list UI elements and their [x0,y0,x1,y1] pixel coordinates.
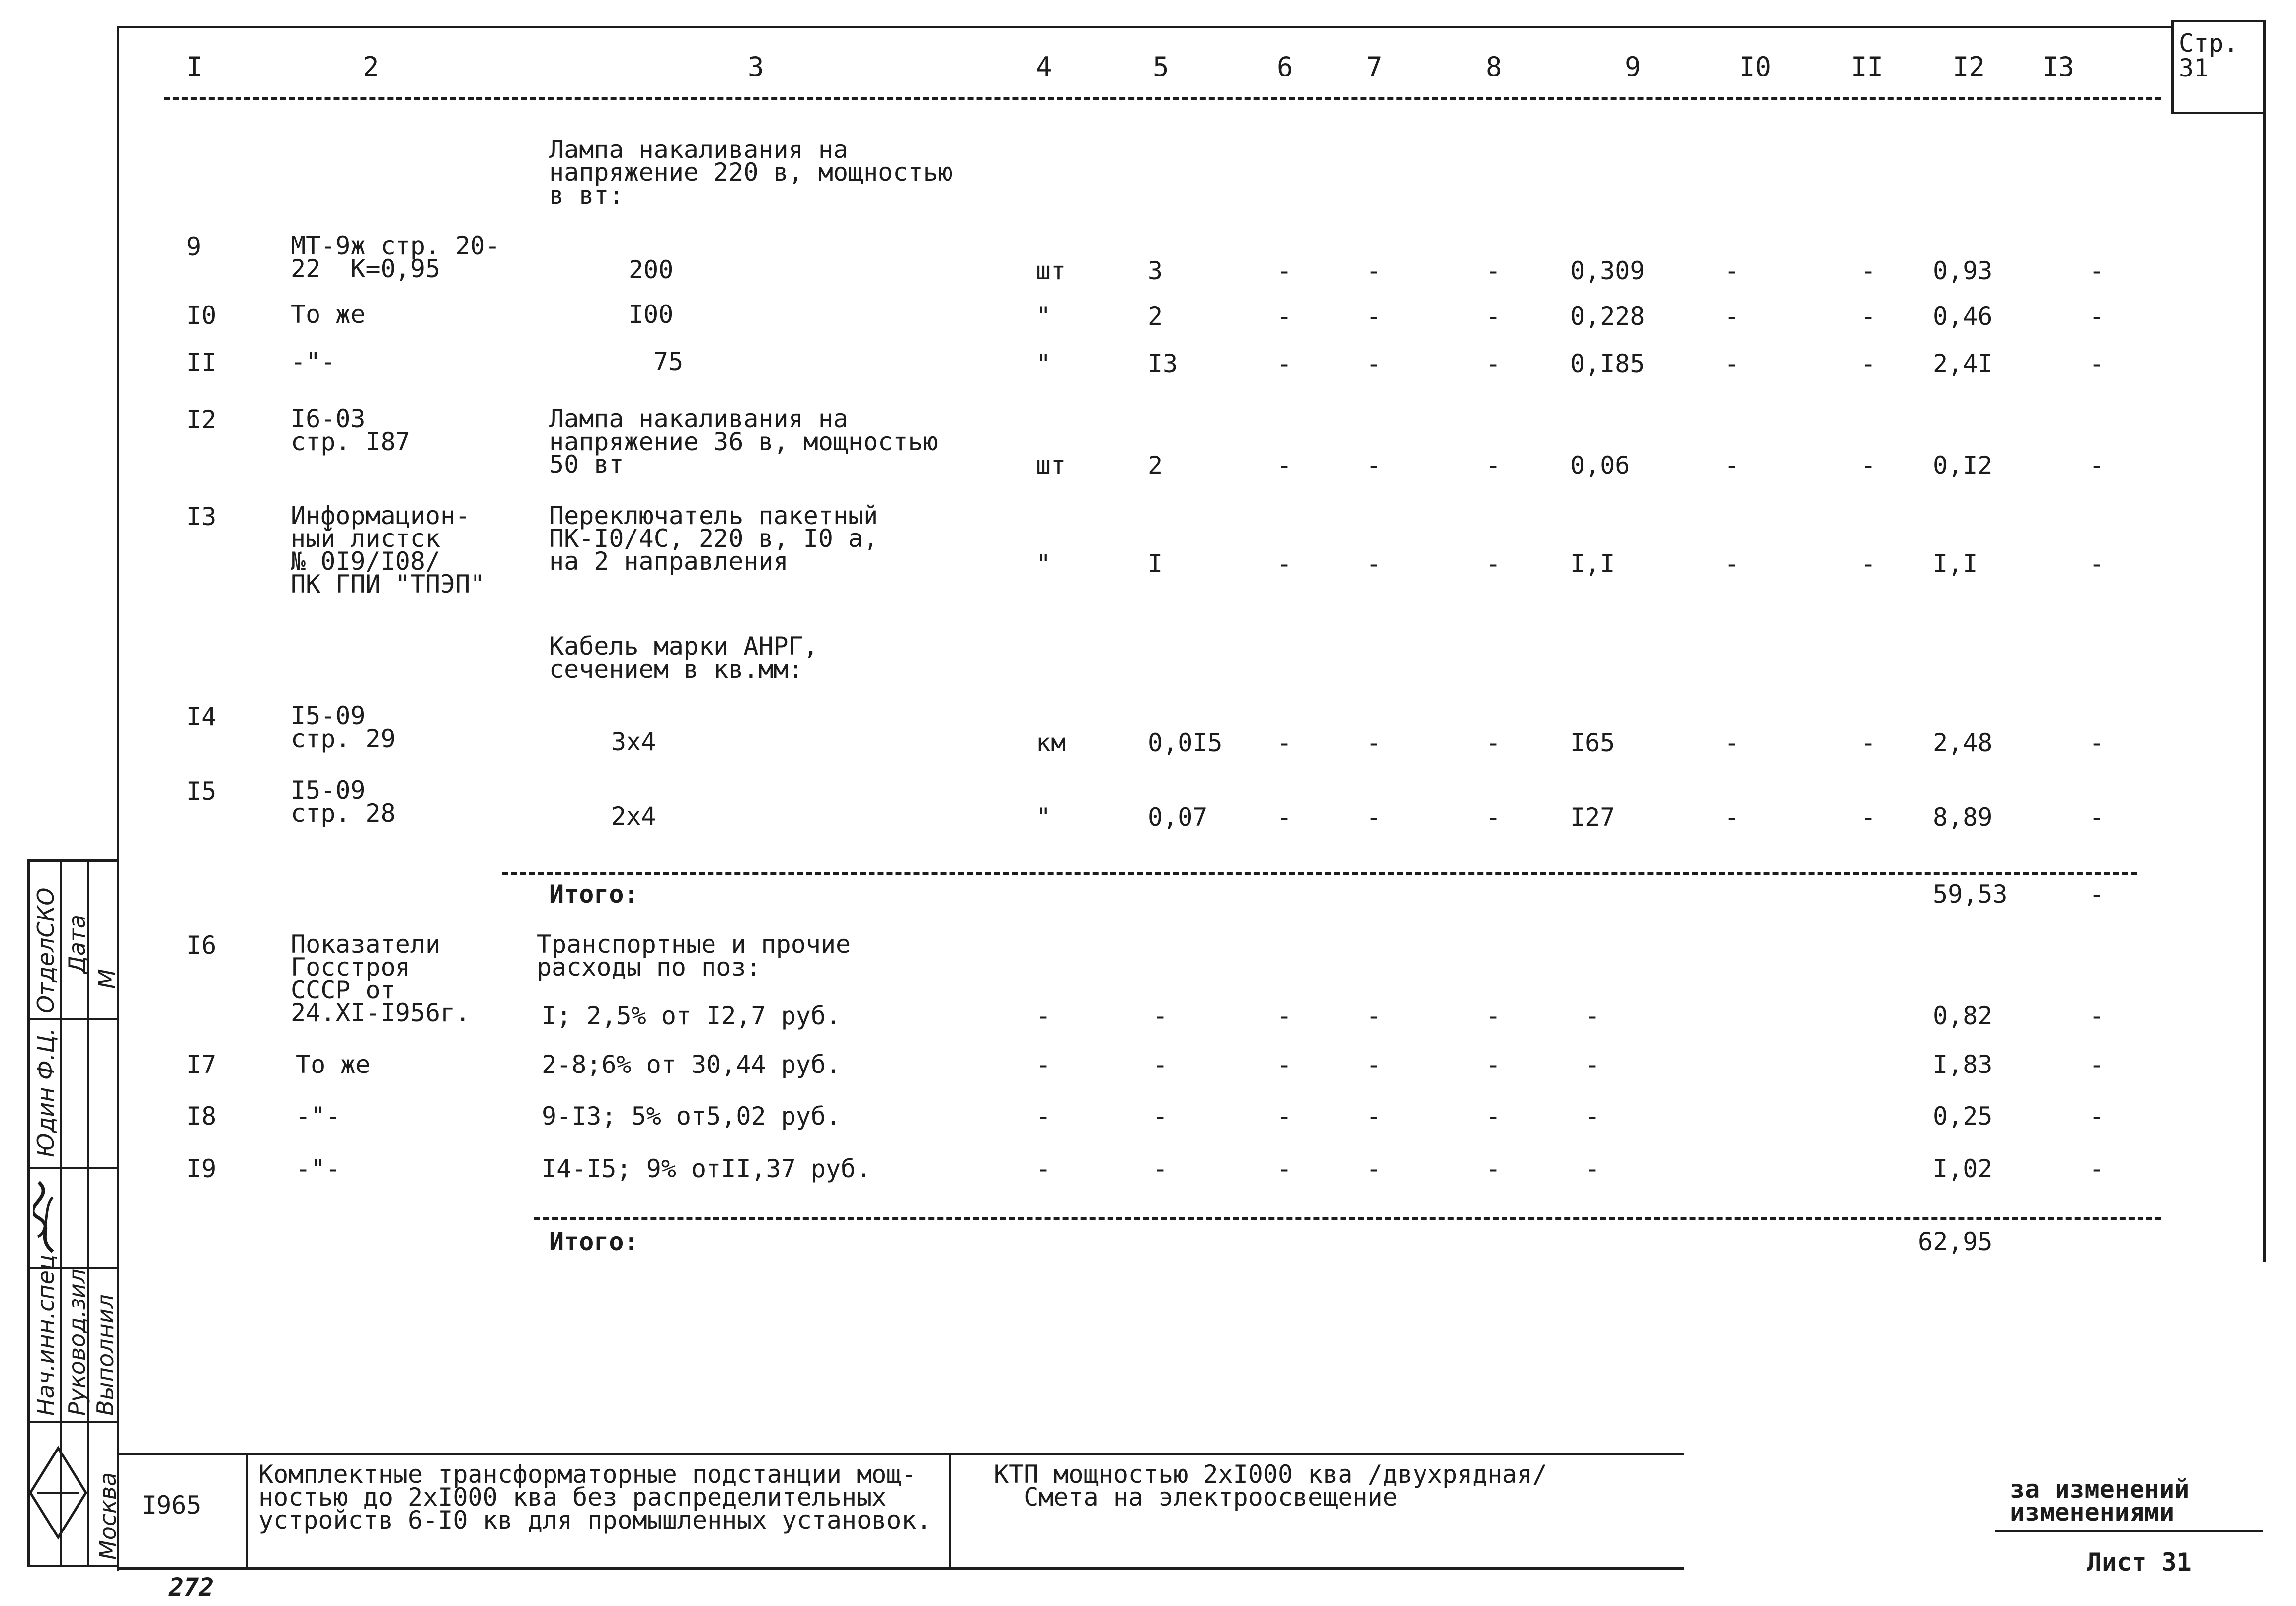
transport-row-source: -"- [296,1154,341,1183]
column-header-7: 7 [1366,51,1383,82]
title-year: I965 [142,1491,202,1520]
transport-dash-2: - [1153,1050,1168,1079]
row-col10: - [1724,302,1740,331]
title-sheet: Лист 31 [2087,1548,2192,1577]
row-number: I4 [186,702,217,731]
transport-dash-5: - [1486,1154,1501,1183]
transport-dash-2: - [1153,1102,1168,1131]
row-col10: - [1724,549,1740,578]
stamp-role-3: Выполнил [92,1294,119,1416]
subtotal2-total: 62,95 [1918,1227,1993,1256]
column-header-12: I2 [1953,51,1985,82]
row-number: 9 [186,232,202,261]
row-col10: - [1724,451,1740,480]
title-subject: КТП мощностью 2хI000 ква /двухрядная/ Смета на электроосвещение [994,1460,1547,1512]
section-cable: Кабель марки АНРГ, сечением в кв.мм: [549,632,818,684]
transport-row-col13: - [2089,1001,2105,1030]
transport-dash-2: - [1153,1001,1168,1030]
transport-row-number: I9 [186,1154,217,1183]
subtotal2-label: Итого: [549,1227,639,1256]
transport-row-source: То же [296,1050,371,1079]
row-col10: - [1724,256,1740,285]
column-header-5: 5 [1153,51,1169,82]
row-quantity: 2 [1148,451,1163,480]
row-number: I0 [186,301,217,330]
row-col6: - [1277,256,1292,285]
row-quantity: I3 [1148,349,1178,378]
transport-dash-6: - [1585,1001,1600,1030]
row-unit: шт [1036,451,1066,480]
row-unit: " [1036,349,1051,378]
transport-dash-4: - [1366,1050,1382,1079]
row-number: I3 [186,502,217,531]
row-quantity: 2 [1148,302,1163,331]
column-header-2: 2 [363,51,379,82]
transport-dash-5: - [1486,1050,1501,1079]
transport-dash-6: - [1585,1102,1600,1131]
row-col11: - [1861,803,1876,832]
row-source: То же [291,300,366,329]
row-col8: - [1486,549,1501,578]
transport-dash-6: - [1585,1154,1600,1183]
row-unit-price: 0,06 [1570,451,1630,480]
row-col7: - [1366,349,1382,378]
row-description: 200 [629,255,674,284]
row-source: I5-09 стр. 29 [291,701,396,753]
transport-row-col13: - [2089,1050,2105,1079]
row-col6: - [1277,302,1292,331]
row-unit-price: I65 [1570,728,1615,757]
transport-dash-4: - [1366,1102,1382,1131]
stamp-surname: Юдин Ф.Ц. [32,1028,59,1157]
transport-dash-1: - [1036,1050,1051,1079]
stamp-date-label: Дата [64,914,90,974]
row-col13: - [2089,549,2105,578]
transport-row-col13: - [2089,1154,2105,1183]
row-quantity: 0,0I5 [1148,728,1223,757]
row-source: I6-03 стр. I87 [291,404,410,456]
row-col7: - [1366,803,1382,832]
transport-row-total: 0,82 [1933,1001,1993,1030]
row-unit-price: 0,228 [1570,302,1645,331]
subtotal1-total: 59,53 [1933,880,2008,909]
transport-source: Показатели Госстроя СССР от 24.XI-I956г. [291,930,471,1027]
row-quantity: I [1148,549,1163,578]
row-source: -"- [291,347,336,376]
column-header-10: I0 [1739,51,1772,82]
row-unit-price: 0,I85 [1570,349,1645,378]
transport-row-description: I4-I5; 9% отII,37 руб. [542,1154,871,1183]
row-col11: - [1861,349,1876,378]
page-number: 31 [2179,54,2209,82]
row-unit-price: 0,309 [1570,256,1645,285]
row-col8: - [1486,728,1501,757]
row-col10: - [1724,349,1740,378]
row-quantity: 0,07 [1148,803,1208,832]
row-col6: - [1277,549,1292,578]
row-unit: " [1036,803,1051,832]
transport-dash-4: - [1366,1154,1382,1183]
transport-row-source: -"- [296,1102,341,1131]
transport-row-description: 9-I3; 5% от5,02 руб. [542,1102,841,1131]
title-description: Комплектные трансформаторные подстанции мощ- ностью до 2хI000 ква без распределительных устройств 6-I0 кв для промышленных установок. [258,1460,932,1534]
transport-dash-6: - [1585,1050,1600,1079]
row-unit: км [1036,728,1066,757]
row-col13: - [2089,349,2105,378]
row-col11: - [1861,256,1876,285]
transport-dash-1: - [1036,1001,1051,1030]
row-description: Переключатель пакетный ПК-I0/4С, 220 в, I0 а, на 2 направления [549,501,878,576]
stamp-role-1: Нач.инн.спец [32,1254,59,1416]
transport-dash-2: - [1153,1154,1168,1183]
row-col11: - [1861,728,1876,757]
row-col13: - [2089,728,2105,757]
transport-dash-4: - [1366,1001,1382,1030]
row-total: 0,46 [1933,302,1993,331]
row-col6: - [1277,451,1292,480]
transport-row-col13: - [2089,1102,2105,1131]
transport-dash-3: - [1277,1050,1292,1079]
row-total: 2,4I [1933,349,1993,378]
row-col13: - [2089,451,2105,480]
transport-row-number: I6 [186,931,217,960]
row-col11: - [1861,451,1876,480]
row-description: 75 [653,347,684,376]
row-col8: - [1486,302,1501,331]
row-col10: - [1724,728,1740,757]
column-header-1: I [186,51,203,82]
row-quantity: 3 [1148,256,1163,285]
page-label: Стр. [2179,29,2239,58]
row-col7: - [1366,549,1382,578]
column-header-8: 8 [1486,51,1502,82]
stamp-date-value: М [93,969,120,989]
row-unit: шт [1036,256,1066,285]
transport-dash-1: - [1036,1154,1051,1183]
row-col7: - [1366,451,1382,480]
row-source: Информацион- ный листск № 0I9/I08/ ПК ГПИ "ТПЭП" [291,501,485,599]
column-header-11: II [1851,51,1884,82]
transport-description: Транспортные и прочие расходы по поз: [537,930,851,982]
transport-dash-3: - [1277,1102,1292,1131]
transport-dash-3: - [1277,1001,1292,1030]
transport-dash-1: - [1036,1102,1051,1131]
column-header-9: 9 [1625,51,1641,82]
row-col13: - [2089,302,2105,331]
stamp-role-2: Руковод.зил [64,1268,90,1416]
row-col7: - [1366,302,1382,331]
section-lamps-220: Лампа накаливания на напряжение 220 в, мощностью в вт: [549,135,953,210]
row-col11: - [1861,549,1876,578]
stamp-dept: ОтделСКО [32,887,59,1013]
subtotal1-label: Итого: [549,880,639,909]
stamp-city: Москва [94,1472,121,1560]
row-col13: - [2089,256,2105,285]
row-description: 2х4 [611,802,656,831]
row-total: 8,89 [1933,803,1993,832]
transport-dash-3: - [1277,1154,1292,1183]
row-number: I2 [186,405,217,434]
row-col6: - [1277,349,1292,378]
subtotal1-col13: - [2089,880,2105,909]
row-unit-price: I27 [1570,803,1615,832]
row-col8: - [1486,803,1501,832]
transport-row-total: 0,25 [1933,1102,1993,1131]
row-total: 0,93 [1933,256,1993,285]
row-col7: - [1366,728,1382,757]
row-unit: " [1036,302,1051,331]
row-col6: - [1277,728,1292,757]
column-header-4: 4 [1036,51,1052,82]
row-total: I,I [1933,549,1978,578]
transport-row-number: I8 [186,1102,217,1131]
title-changes: за изменений изменениями [2010,1475,2190,1527]
row-col8: - [1486,349,1501,378]
row-col11: - [1861,302,1876,331]
row-number: I5 [186,777,217,806]
transport-row-description: 2-8;6% от 30,44 руб. [542,1050,841,1079]
transport-row-number: I7 [186,1050,217,1079]
row-col10: - [1724,803,1740,832]
transport-row-total: I,83 [1933,1050,1993,1079]
row-source: I5-09 стр. 28 [291,776,396,828]
row-description: 3х4 [611,727,656,756]
transport-row-description: I; 2,5% от I2,7 руб. [542,1001,841,1030]
row-description: I00 [629,300,674,329]
row-source: МТ-9ж стр. 20- 22 К=0,95 [291,231,500,283]
column-header-3: 3 [748,51,764,82]
column-header-13: I3 [2042,51,2075,82]
transport-row-total: I,02 [1933,1154,1993,1183]
footer-page-number: 272 [169,1573,214,1602]
row-description: Лампа накаливания на напряжение 36 в, мощностью 50 вт [549,404,938,479]
row-col8: - [1486,256,1501,285]
row-col13: - [2089,803,2105,832]
row-col7: - [1366,256,1382,285]
row-total: 0,I2 [1933,451,1993,480]
transport-dash-5: - [1486,1001,1501,1030]
row-unit-price: I,I [1570,549,1615,578]
row-number: II [186,348,217,377]
row-total: 2,48 [1933,728,1993,757]
row-col6: - [1277,803,1292,832]
row-col8: - [1486,451,1501,480]
row-unit: " [1036,549,1051,578]
column-header-6: 6 [1277,51,1293,82]
transport-dash-5: - [1486,1102,1501,1131]
